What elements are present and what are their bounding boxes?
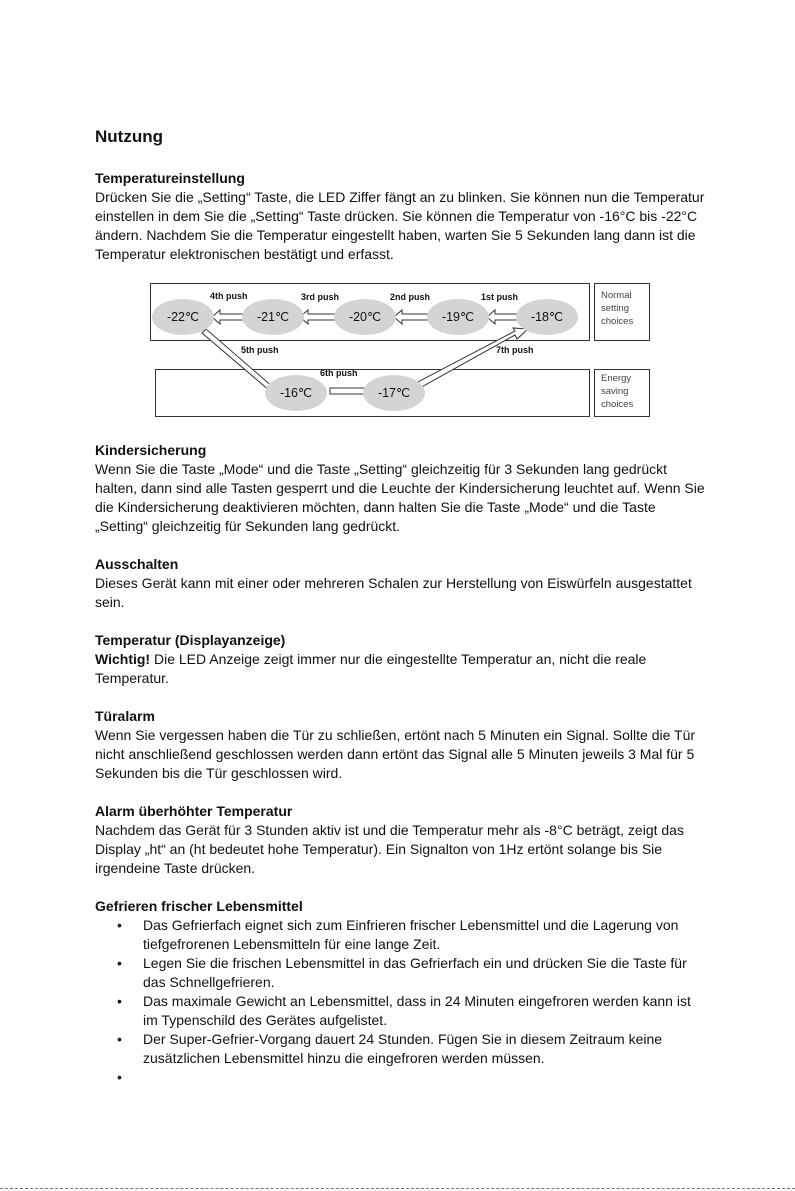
temp-oval-minus19: -19℃ bbox=[427, 299, 489, 335]
legend-normal-line1: Normal bbox=[601, 290, 632, 301]
legend-energy-line3: choices bbox=[601, 399, 634, 410]
heading-switch-off: Ausschalten bbox=[95, 556, 179, 572]
heading-high-temp-alarm: Alarm überhöhter Temperatur bbox=[95, 803, 293, 819]
list-item: • Legen Sie die frischen Lebensmittel in das Gefrierfach ein und drücken Sie die Taste für das Schnellgefrieren. bbox=[95, 954, 705, 992]
list-item: • Das Gefrierfach eignet sich zum Einfrieren frischer Lebensmittel und die Lagerung von tiefgefrorenen Lebensmitteln für eine lange Zeit. bbox=[95, 916, 705, 954]
list-item: • Das maximale Gewicht an Lebensmittel, dass in 24 Minuten eingefroren werden kann ist im Typenschild des Gerätes aufgelistet. bbox=[95, 992, 705, 1030]
push-label-3rd: 3rd push bbox=[301, 292, 340, 302]
text-door-alarm: Wenn Sie vergessen haben die Tür zu schließen, ertönt nach 5 Minuten ein Signal. Sollte die Tür nicht anschließend geschlossen werden dann ertönt das Signal alle 5 Minuten jeweils 3 Mal für 5 Sekunden bis die Tür geschlossen wird. bbox=[95, 727, 696, 781]
section-temperature-display bbox=[95, 631, 705, 688]
section-switch-off bbox=[95, 555, 705, 612]
section-temperature-setting bbox=[95, 169, 705, 264]
temperature-diagram bbox=[150, 283, 710, 423]
page-bottom-border bbox=[0, 1188, 795, 1189]
heading-temperature-setting: Temperatureinstellung bbox=[95, 170, 245, 186]
temp-oval-minus18: -18℃ bbox=[516, 299, 578, 335]
list-item-empty bbox=[95, 1068, 705, 1087]
heading-child-lock: Kindersicherung bbox=[95, 442, 207, 458]
heading-freezing: Gefrieren frischer Lebensmittel bbox=[95, 898, 303, 914]
document-page bbox=[95, 127, 705, 1106]
legend-energy-line1: Energy bbox=[601, 373, 632, 384]
push-label-1st: 1st push bbox=[481, 292, 519, 302]
legend-energy-line2: saving bbox=[601, 386, 629, 397]
legend-normal-line2: setting bbox=[601, 303, 629, 314]
text-switch-off: Dieses Gerät kann mit einer oder mehreren Schalen zur Herstellung von Eiswürfeln ausgestattet sein. bbox=[95, 575, 692, 610]
section-freezing bbox=[95, 897, 705, 1087]
push-label-6th: 6th push bbox=[320, 368, 358, 378]
temp-oval-minus16: -16℃ bbox=[265, 375, 327, 411]
page-title: Nutzung bbox=[95, 127, 163, 146]
temp-oval-minus22: -22℃ bbox=[152, 299, 214, 335]
arrow-7th-push bbox=[414, 328, 528, 389]
text-temperature-display bbox=[95, 650, 705, 688]
important-text: Die LED Anzeige zeigt immer nur die eingestellte Temperatur an, nicht die reale Temperatur. bbox=[95, 651, 647, 686]
section-door-alarm bbox=[95, 707, 705, 783]
legend-energy bbox=[596, 370, 638, 413]
legend-normal-line3: choices bbox=[601, 316, 634, 327]
text-temperature-setting: Drücken Sie die „Setting“ Taste, die LED Ziffer fängt an zu blinken. Sie können nun die Temperatur einstellen in dem Sie die „Setting“ Taste drücken. Sie können die Temperatur von -16°C bis -22°C ändern. Nachdem Sie die Temperatur eingestellt haben, warten Sie 5 Sekunden lang dann ist die Temperatur elektronischen bestätigt und erfasst. bbox=[95, 189, 705, 262]
temp-oval-minus17: -17℃ bbox=[363, 375, 425, 411]
push-label-4th: 4th push bbox=[210, 291, 248, 301]
push-label-2nd: 2nd push bbox=[390, 292, 430, 302]
temp-oval-minus20: -20℃ bbox=[334, 299, 396, 335]
heading-door-alarm: Türalarm bbox=[95, 708, 155, 724]
freezing-list bbox=[95, 916, 705, 1087]
list-item: • Der Super-Gefrier-Vorgang dauert 24 Stunden. Fügen Sie in diesem Zeitraum keine zusätzlichen Lebensmittel hinzu die eingefroren werden müssen. bbox=[95, 1030, 705, 1068]
text-high-temp-alarm: Nachdem das Gerät für 3 Stunden aktiv ist und die Temperatur mehr als -8°C beträgt, zeigt das Display „ht“ an (ht bedeutet hohe Temperatur). Ein Signalton von 1Hz ertönt solange bis Sie irgendeine Taste drücken. bbox=[95, 822, 684, 876]
temp-oval-minus21: -21℃ bbox=[242, 299, 304, 335]
push-label-7th: 7th push bbox=[496, 345, 534, 355]
push-label-5th: 5th push bbox=[241, 345, 279, 355]
heading-temperature-display: Temperatur (Displayanzeige) bbox=[95, 632, 286, 648]
section-high-temp-alarm bbox=[95, 802, 705, 878]
section-child-lock bbox=[95, 441, 705, 536]
text-child-lock: Wenn Sie die Taste „Mode“ und die Taste „Setting“ gleichzeitig für 3 Sekunden lang gedrückt halten, dann sind alle Tasten gesperrt und die Leuchte der Kindersicherung leuchtet auf. Wenn Sie die Kindersicherung deaktivieren möchten, dann halten Sie die Taste „Mode“ und die Taste „Setting“ gleichzeitig für Sekunden lang gedrückt. bbox=[95, 461, 705, 534]
important-label: Wichtig! bbox=[95, 651, 151, 667]
legend-normal bbox=[596, 287, 638, 330]
